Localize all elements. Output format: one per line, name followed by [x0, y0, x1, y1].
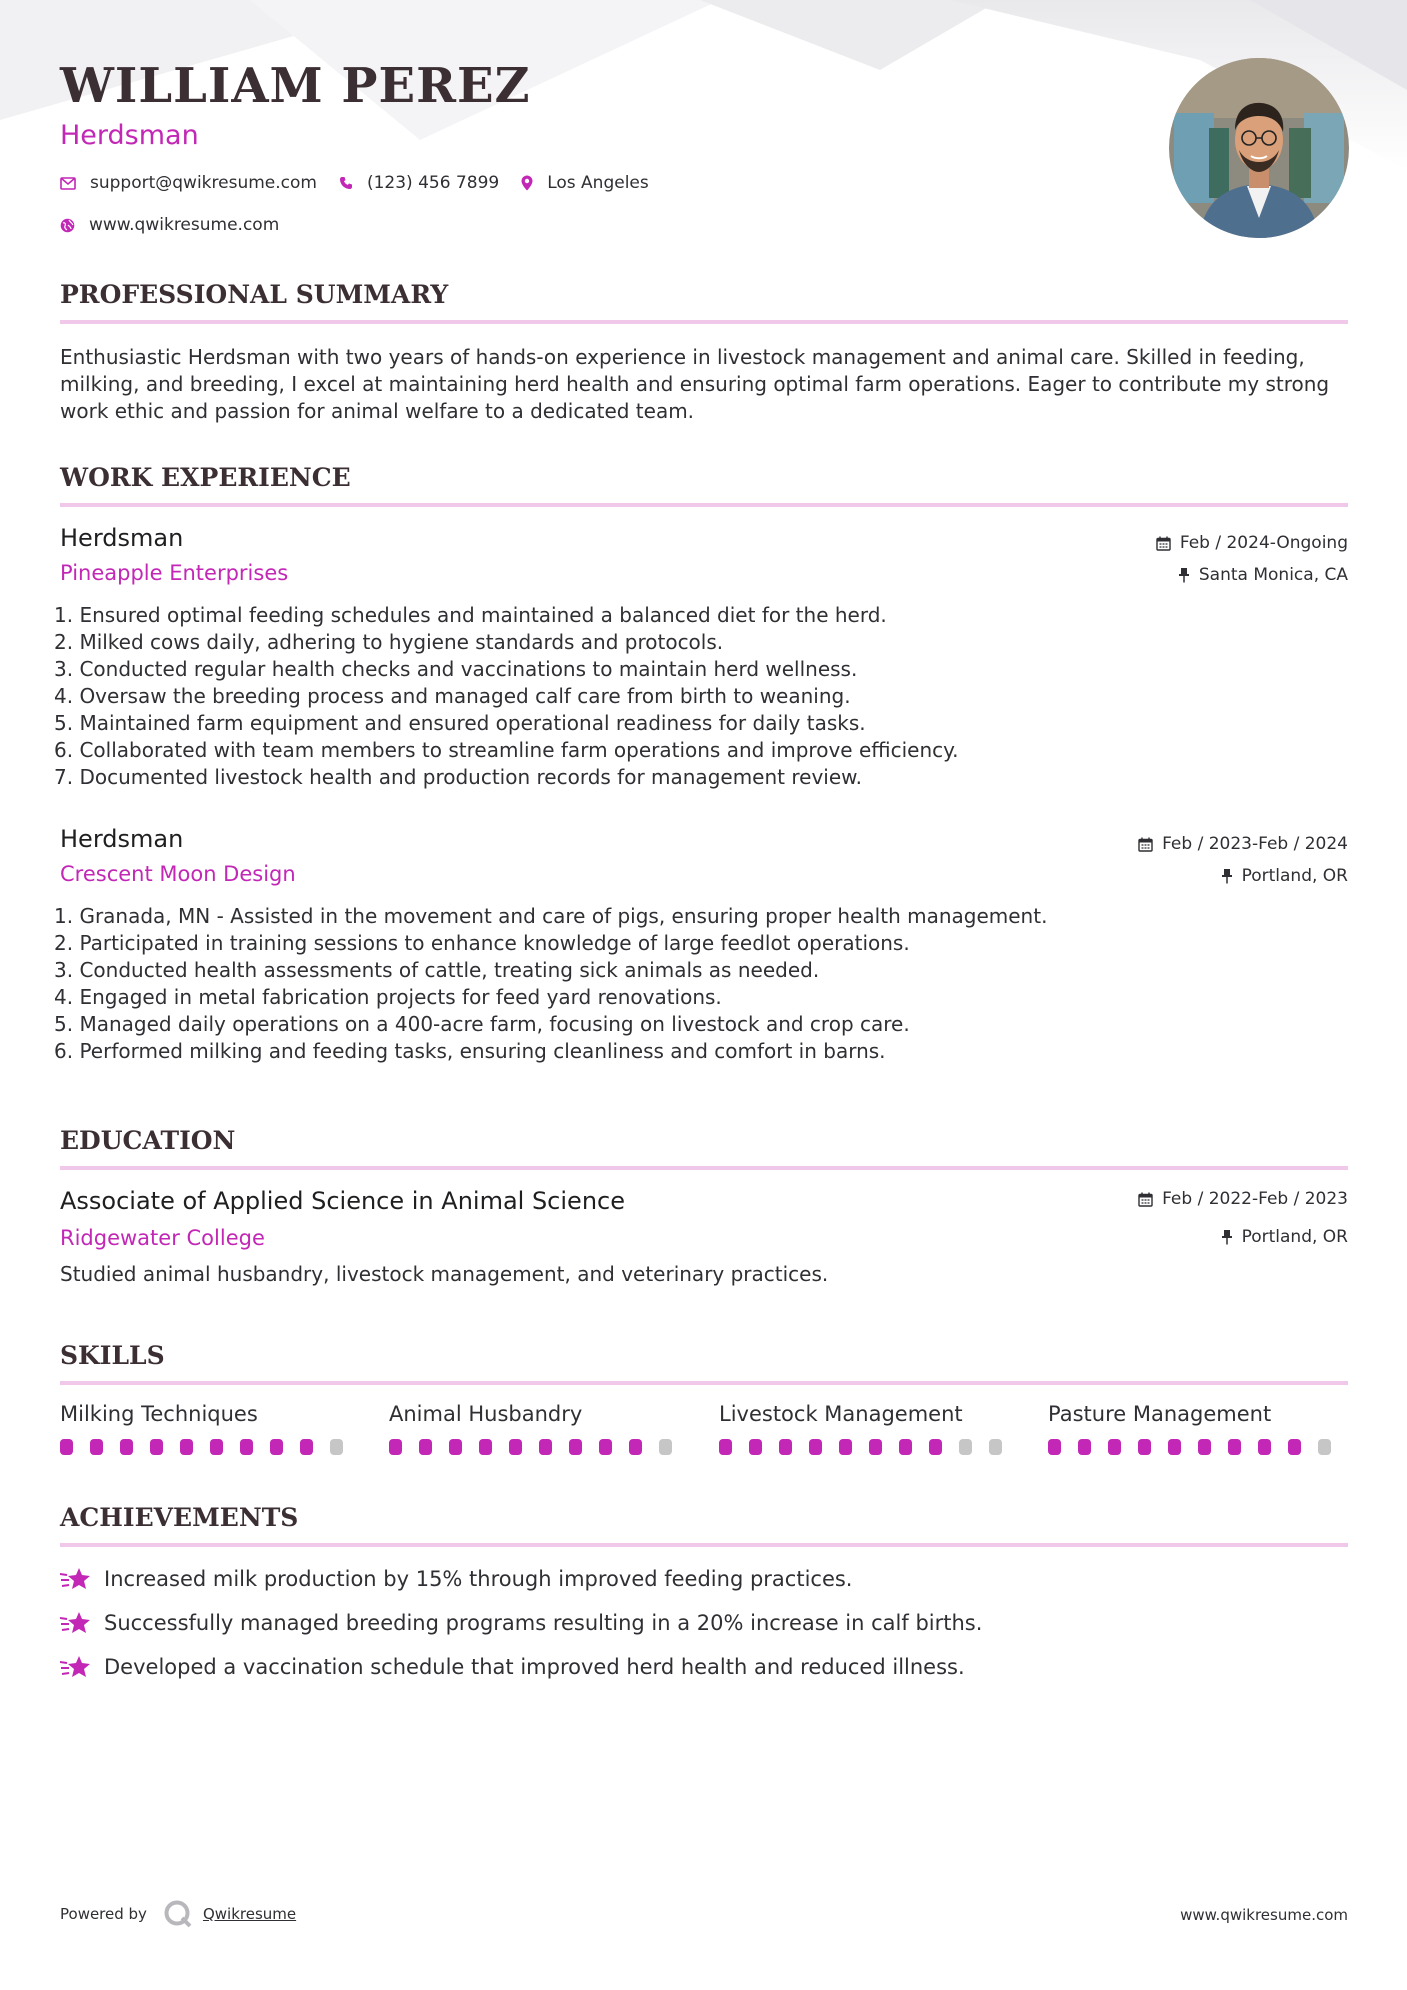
achievement-text: Increased milk production by 15% through improved feeding practices. [104, 1567, 853, 1591]
list-item: 4. Oversaw the breeding process and managed calf care from birth to weaning. [54, 684, 851, 708]
skill-rating [719, 1439, 1019, 1455]
phone-icon [339, 176, 353, 190]
rating-dot-filled [539, 1439, 552, 1455]
job-location [1221, 866, 1348, 886]
job-bullets [54, 903, 1047, 1065]
skill-name: Livestock Management [719, 1402, 963, 1426]
list-item: 1. Granada, MN - Assisted in the movement and care of pigs, ensuring proper health management. [54, 904, 1048, 928]
rating-dot-filled [569, 1439, 582, 1455]
footer-powered-by [60, 1899, 296, 1929]
summary-text: Enthusiastic Herdsman with two years of hands-on experience in livestock management and animal care. Skilled in feeding, milking, and breeding, I excel at maintaining herd health and ensuring optimal farm operations. Eager to contribute my strong work ethic and passion for animal welfare to a dedicated team. [60, 345, 1330, 423]
job-date [1138, 834, 1348, 854]
job-location-text: Santa Monica, CA [1198, 565, 1348, 585]
rating-dot-filled [240, 1439, 253, 1455]
shooting-star-icon [60, 1654, 92, 1680]
rating-dot-filled [1168, 1439, 1181, 1455]
achievement-text: Successfully managed breeding programs resulting in a 20% increase in calf births. [104, 1611, 983, 1635]
list-item: 2. Milked cows daily, adhering to hygiene standards and protocols. [54, 630, 724, 654]
skill-name: Animal Husbandry [389, 1402, 583, 1426]
list-item: 5. Maintained farm equipment and ensured operational readiness for daily tasks. [54, 711, 866, 735]
pushpin-icon [1178, 567, 1190, 583]
rating-dot-filled [210, 1439, 223, 1455]
footer-website[interactable]: www.qwikresume.com [1180, 1906, 1348, 1924]
candidate-role: Herdsman [60, 120, 199, 151]
job-title: Herdsman [60, 825, 184, 853]
education-location-text: Portland, OR [1241, 1227, 1348, 1247]
rating-dot-filled [1048, 1439, 1061, 1455]
calendar-icon [1138, 837, 1153, 852]
rating-dot-filled [899, 1439, 912, 1455]
envelope-icon [60, 177, 76, 190]
rating-dot-filled [1258, 1439, 1271, 1455]
education-date [1138, 1189, 1348, 1209]
contact-phone[interactable] [339, 173, 499, 193]
rating-dot-filled [779, 1439, 792, 1455]
map-pin-icon [521, 175, 533, 191]
section-title-summary: PROFESSIONAL SUMMARY [60, 280, 1348, 324]
job-location [1178, 565, 1348, 585]
job-date-text: Feb / 2024-Ongoing [1179, 533, 1348, 553]
rating-dot-filled [1288, 1439, 1301, 1455]
rating-dot-filled [270, 1439, 283, 1455]
rating-dot-filled [509, 1439, 522, 1455]
rating-dot-empty [659, 1439, 672, 1455]
calendar-icon [1138, 1192, 1153, 1207]
contact-row [60, 173, 671, 193]
rating-dot-filled [90, 1439, 103, 1455]
globe-icon [60, 218, 75, 233]
rating-dot-filled [929, 1439, 942, 1455]
achievement-item [60, 1654, 965, 1680]
rating-dot-filled [389, 1439, 402, 1455]
rating-dot-empty [989, 1439, 1002, 1455]
list-item: 6. Collaborated with team members to streamline farm operations and improve efficiency. [54, 738, 959, 762]
rating-dot-empty [1318, 1439, 1331, 1455]
job-date-text: Feb / 2023-Feb / 2024 [1162, 834, 1348, 854]
list-item: 7. Documented livestock health and production records for management review. [54, 765, 863, 789]
job-company: Pineapple Enterprises [60, 561, 289, 585]
skill-name: Milking Techniques [60, 1402, 258, 1426]
list-item: 3. Conducted health assessments of cattle, treating sick animals as needed. [54, 958, 820, 982]
section-title-education: EDUCATION [60, 1126, 1348, 1170]
shooting-star-icon [60, 1610, 92, 1636]
rating-dot-filled [60, 1439, 73, 1455]
rating-dot-filled [479, 1439, 492, 1455]
rating-dot-empty [330, 1439, 343, 1455]
candidate-name: WILLIAM PEREZ [60, 58, 531, 114]
skill-rating [60, 1439, 360, 1455]
contact-row-web [60, 215, 301, 235]
list-item: 5. Managed daily operations on a 400-acre farm, focusing on livestock and crop care. [54, 1012, 910, 1036]
achievement-item [60, 1610, 982, 1636]
rating-dot-filled [1198, 1439, 1211, 1455]
skill-name: Pasture Management [1048, 1402, 1272, 1426]
skill-item [389, 1402, 689, 1455]
skill-item [719, 1402, 1019, 1455]
rating-dot-filled [1138, 1439, 1151, 1455]
rating-dot-filled [180, 1439, 193, 1455]
education-school: Ridgewater College [60, 1226, 265, 1250]
section-title-skills: SKILLS [60, 1341, 1348, 1385]
education-location [1221, 1227, 1348, 1247]
job-bullets [54, 602, 958, 791]
powered-by-label: Powered by [60, 1905, 147, 1923]
rating-dot-filled [749, 1439, 762, 1455]
contact-location [521, 173, 649, 193]
achievement-text: Developed a vaccination schedule that improved herd health and reduced illness. [104, 1655, 965, 1679]
phone-text: (123) 456 7899 [366, 173, 500, 193]
rating-dot-filled [599, 1439, 612, 1455]
contact-email[interactable] [60, 173, 317, 193]
rating-dot-filled [120, 1439, 133, 1455]
job-location-text: Portland, OR [1241, 866, 1348, 886]
list-item: 4. Engaged in metal fabrication projects for feed yard renovations. [54, 985, 722, 1009]
profile-photo [1169, 58, 1349, 238]
list-item: 6. Performed milking and feeding tasks, ensuring cleanliness and comfort in barns. [54, 1039, 886, 1063]
qwikresume-link[interactable]: Qwikresume [202, 1905, 297, 1923]
rating-dot-filled [839, 1439, 852, 1455]
rating-dot-filled [419, 1439, 432, 1455]
email-text: support@qwikresume.com [90, 173, 317, 193]
skill-rating [1048, 1439, 1348, 1455]
rating-dot-filled [869, 1439, 882, 1455]
education-description: Studied animal husbandry, livestock management, and veterinary practices. [60, 1262, 829, 1286]
website-text: www.qwikresume.com [89, 215, 280, 235]
contact-website[interactable] [60, 215, 279, 235]
list-item: 1. Ensured optimal feeding schedules and maintained a balanced diet for the herd. [54, 603, 887, 627]
education-date-text: Feb / 2022-Feb / 2023 [1162, 1189, 1348, 1209]
section-title-achievements: ACHIEVEMENTS [60, 1503, 1348, 1547]
job-title: Herdsman [60, 524, 184, 552]
rating-dot-empty [959, 1439, 972, 1455]
skill-item [60, 1402, 360, 1455]
section-title-experience: WORK EXPERIENCE [60, 463, 1348, 507]
rating-dot-filled [150, 1439, 163, 1455]
rating-dot-filled [449, 1439, 462, 1455]
job-company: Crescent Moon Design [60, 862, 296, 886]
achievement-item [60, 1566, 852, 1592]
location-text: Los Angeles [547, 173, 649, 193]
list-item: 2. Participated in training sessions to enhance knowledge of large feedlot operations. [54, 931, 910, 955]
education-degree: Associate of Applied Science in Animal Science [60, 1187, 625, 1215]
list-item: 3. Conducted regular health checks and vaccinations to maintain herd wellness. [54, 657, 858, 681]
calendar-icon [1156, 536, 1171, 551]
shooting-star-icon [60, 1566, 92, 1592]
pushpin-icon [1221, 1229, 1233, 1245]
skill-item [1048, 1402, 1348, 1455]
avatar [1169, 58, 1349, 238]
rating-dot-filled [1108, 1439, 1121, 1455]
rating-dot-filled [629, 1439, 642, 1455]
rating-dot-filled [1228, 1439, 1241, 1455]
rating-dot-filled [719, 1439, 732, 1455]
pushpin-icon [1221, 868, 1233, 884]
rating-dot-filled [300, 1439, 313, 1455]
qwikresume-logo-icon [163, 1899, 193, 1929]
job-date [1156, 533, 1348, 553]
rating-dot-filled [1078, 1439, 1091, 1455]
skill-rating [389, 1439, 689, 1455]
rating-dot-filled [809, 1439, 822, 1455]
